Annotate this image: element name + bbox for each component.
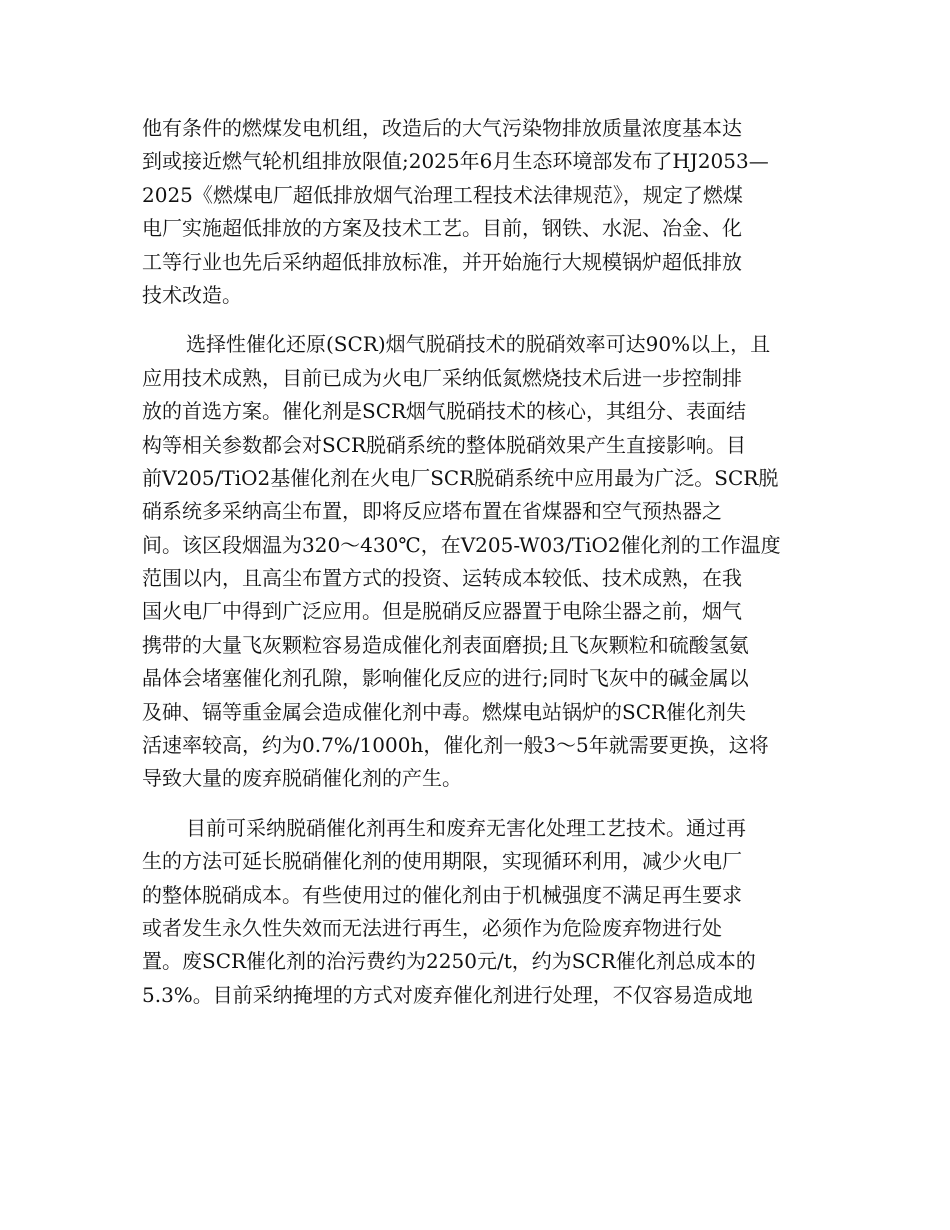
paragraph-line: 硝系统多采纳高尘布置，即将反应塔布置在省煤器和空气预热器之 [142, 499, 722, 524]
paragraph-line: 选择性催化还原(SCR)烟气脱硝技术的脱硝效率可达90%以上，且 [186, 332, 771, 357]
paragraph-line: 5.3%。目前采纳掩埋的方式对废弃催化剂进行处理，不仅容易造成地 [142, 982, 753, 1007]
paragraph-3 [142, 812, 810, 1012]
paragraph-line: 导致大量的废弃脱硝催化剂的产生。 [142, 766, 462, 791]
paragraph-1 [142, 112, 810, 312]
paragraph-line: 2025《燃煤电厂超低排放烟气治理工程技术法律规范》，规定了燃煤 [142, 182, 743, 207]
paragraph-line: 应用技术成熟，目前已成为火电厂采纳低氮燃烧技术后进一步控制排 [142, 365, 742, 390]
paragraph-line: 或者发生永久性失效而无法进行再生，必须作为危险废弃物进行处 [142, 915, 722, 940]
paragraph-line: 到或接近燃气轮机组排放限值;2025年6月生态环境部发布了HJ2053— [142, 149, 769, 174]
paragraph-line: 范围以内，且高尘布置方式的投资、运转成本较低、技术成熟，在我 [142, 566, 742, 591]
paragraph-line: 晶体会堵塞催化剂孔隙，影响催化反应的进行;同时飞灰中的碱金属以 [142, 666, 749, 691]
document-body [142, 112, 810, 1012]
paragraph-line: 活速率较高，约为0.7%/1000h，催化剂一般3～5年就需要更换，这将 [142, 733, 769, 758]
paragraph-line: 前V205/TiO2基催化剂在火电厂SCR脱硝系统中应用最为广泛。SCR脱 [142, 465, 779, 490]
paragraph-line: 工等行业也先后采纳超低排放标准，并开始施行大规模锅炉超低排放 [142, 249, 742, 274]
paragraph-line: 生的方法可延长脱硝催化剂的使用期限，实现循环利用，减少火电厂 [142, 849, 742, 874]
paragraph-line: 置。废SCR催化剂的治污费约为2250元/t，约为SCR催化剂总成本的 [142, 949, 756, 974]
paragraph-2 [142, 328, 810, 795]
paragraph-line: 间。该区段烟温为320～430℃，在V205-W03/TiO2催化剂的工作温度 [142, 532, 781, 557]
paragraph-line: 携带的大量飞灰颗粒容易造成催化剂表面磨损;且飞灰颗粒和硫酸氢氨 [142, 632, 749, 657]
paragraph-line: 技术改造。 [142, 282, 242, 307]
paragraph-line: 他有条件的燃煤发电机组，改造后的大气污染物排放质量浓度基本达 [142, 116, 742, 140]
paragraph-line: 国火电厂中得到广泛应用。但是脱硝反应器置于电除尘器之前，烟气 [142, 599, 742, 624]
paragraph-line: 构等相关参数都会对SCR脱硝系统的整体脱硝效果产生直接影响。目 [142, 432, 747, 457]
paragraph-line: 及砷、镉等重金属会造成催化剂中毒。燃煤电站锅炉的SCR催化剂失 [142, 699, 747, 724]
paragraph-line: 的整体脱硝成本。有些使用过的催化剂由于机械强度不满足再生要求 [142, 882, 742, 907]
paragraph-line: 电厂实施超低排放的方案及技术工艺。目前，钢铁、水泥、冶金、化 [142, 216, 742, 241]
paragraph-line: 放的首选方案。催化剂是SCR烟气脱硝技术的核心，其组分、表面结 [142, 399, 747, 424]
paragraph-line: 目前可采纳脱硝催化剂再生和废弃无害化处理工艺技术。通过再 [186, 815, 746, 840]
